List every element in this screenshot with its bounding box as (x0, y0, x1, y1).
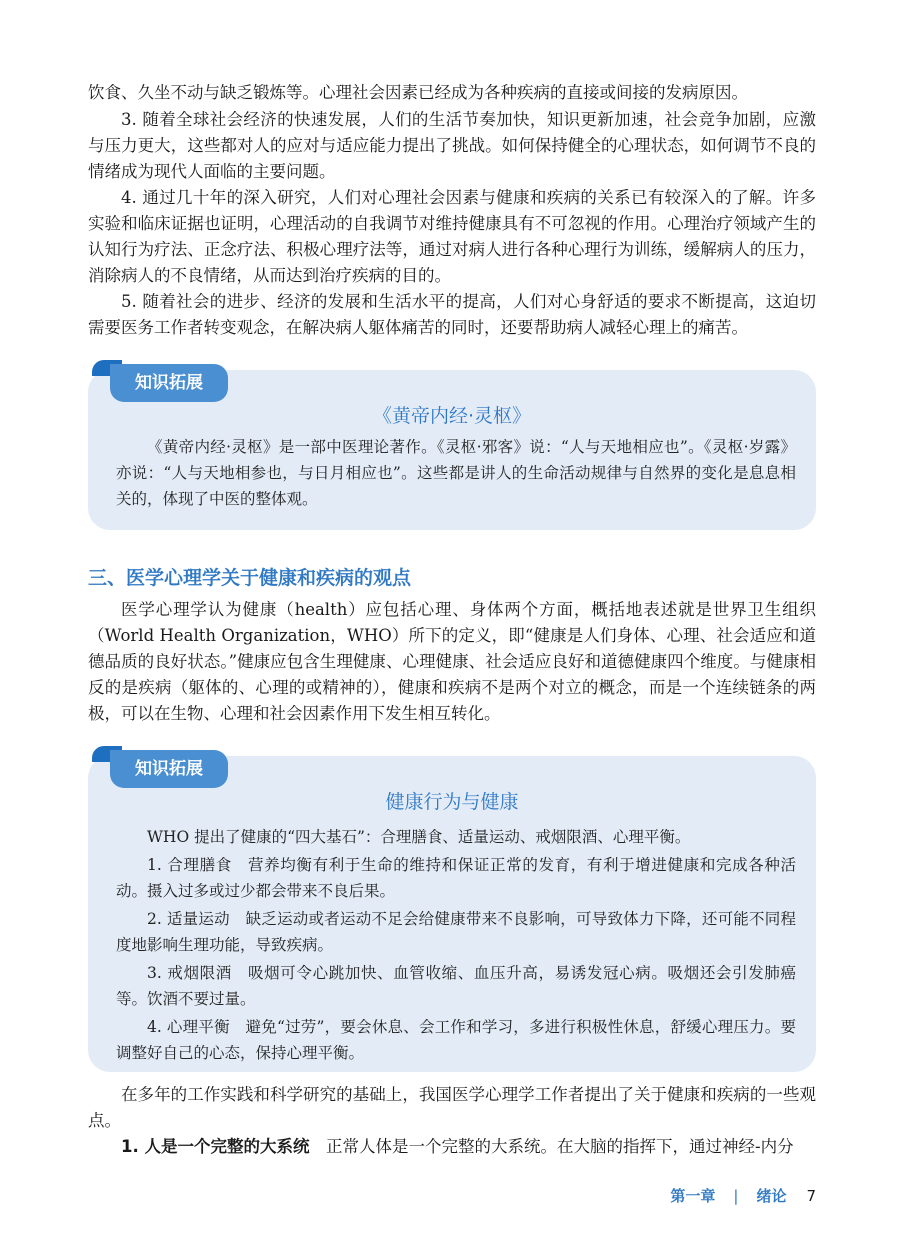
footer-separator: | (733, 1187, 739, 1205)
paragraph-point-5: 5. 随着社会的进步、经济的发展和生活水平的提高，人们对心身舒适的要求不断提高，这迫切需要医务工作者转变观念，在解决病人躯体痛苦的同时，还要帮助病人减轻心理上的痛苦。 (88, 292, 816, 337)
section-paragraph: 医学心理学认为健康（health）应包括心理、身体两个方面，概括地表述就是世界卫生组织（World Health Organization，WHO）所下的定义，即“健康是人们身体、心理、社会适应和道德品质的良好状态。”健康应包含生理健康、心理健康、社会适应良好和道德健康四个维度。与健康相反的是疾病（躯体的、心理的或精神的），健康和疾病不是两个对立的概念，而是一个连续链条的两极，可以在生物、心理和社会因素作用下发生相互转化。 (88, 600, 816, 723)
knowledge-tab-label: 知识拓展 (110, 364, 228, 402)
section-heading: 三、医学心理学关于健康和疾病的观点 (88, 567, 412, 589)
closing-paragraph: 在多年的工作实践和科学研究的基础上，我国医学心理学工作者提出了关于健康和疾病的一些观点。 (88, 1085, 816, 1130)
point-1-heading: 1. 人是一个完整的大系统 (121, 1137, 310, 1156)
point-1-text: 正常人体是一个完整的大系统。在大脑的指挥下，通过神经-内分 (309, 1137, 794, 1156)
knowledge-box-title: 《黄帝内经·灵枢》 (372, 405, 532, 427)
footer-chapter: 第一章 (670, 1187, 716, 1205)
knowledge-box-item: 4. 心理平衡 避免“过劳”，要会休息、会工作和学习，多进行积极性休息，舒缓心理压力。要调整好自己的心态，保持心理平衡。 (116, 1018, 796, 1062)
knowledge-box-item: 2. 适量运动 缺乏运动或者运动不足会给健康带来不良影响，可导致体力下降，还可能不同程度地影响生理功能，导致疾病。 (116, 910, 796, 954)
footer-chapter-name: 绪论 (756, 1187, 787, 1205)
point-1-paragraph (88, 1134, 816, 1160)
paragraph-point-3: 3. 随着全球社会经济的快速发展，人们的生活节奏加快，知识更新加速，社会竞争加剧，应激与压力更大，这些都对人的应对与适应能力提出了挑战。如何保持健全的心理状态，如何调节不良的情绪成为现代人面临的主要问题。 (88, 110, 816, 181)
knowledge-tab-label: 知识拓展 (110, 750, 228, 788)
knowledge-box-item: 1. 合理膳食 营养均衡有利于生命的维持和保证正常的发育，有利于增进健康和完成各种活动。摄入过多或过少都会带来不良后果。 (116, 856, 796, 900)
knowledge-box-item: WHO 提出了健康的“四大基石”：合理膳食、适量运动、戒烟限酒、心理平衡。 (147, 828, 691, 846)
knowledge-box-title: 健康行为与健康 (385, 791, 519, 813)
page-number: 7 (806, 1187, 816, 1205)
knowledge-box-text: 《黄帝内经·灵枢》是一部中医理论著作。《灵枢·邪客》说：“人与天地相应也”。《灵枢·岁露》亦说：“人与天地相参也，与日月相应也”。这些都是讲人的生命活动规律与自然界的变化是息息相关的，体现了中医的整体观。 (116, 438, 796, 508)
page-footer (670, 1184, 816, 1208)
paragraph-point-4: 4. 通过几十年的深入研究，人们对心理社会因素与健康和疾病的关系已有较深入的了解。许多实验和临床证据也证明，心理活动的自我调节对维持健康具有不可忽视的作用。心理治疗领域产生的认知行为疗法、正念疗法、积极心理疗法等，通过对病人进行各种心理行为训练，缓解病人的压力，消除病人的不良情绪，从而达到治疗疾病的目的。 (88, 188, 816, 285)
knowledge-box-item: 3. 戒烟限酒 吸烟可令心跳加快、血管收缩、血压升高，易诱发冠心病。吸烟还会引发肺癌等。饮酒不要过量。 (116, 964, 796, 1008)
paragraph-continuation: 饮食、久坐不动与缺乏锻炼等。心理社会因素已经成为各种疾病的直接或间接的发病原因。 (88, 83, 748, 102)
